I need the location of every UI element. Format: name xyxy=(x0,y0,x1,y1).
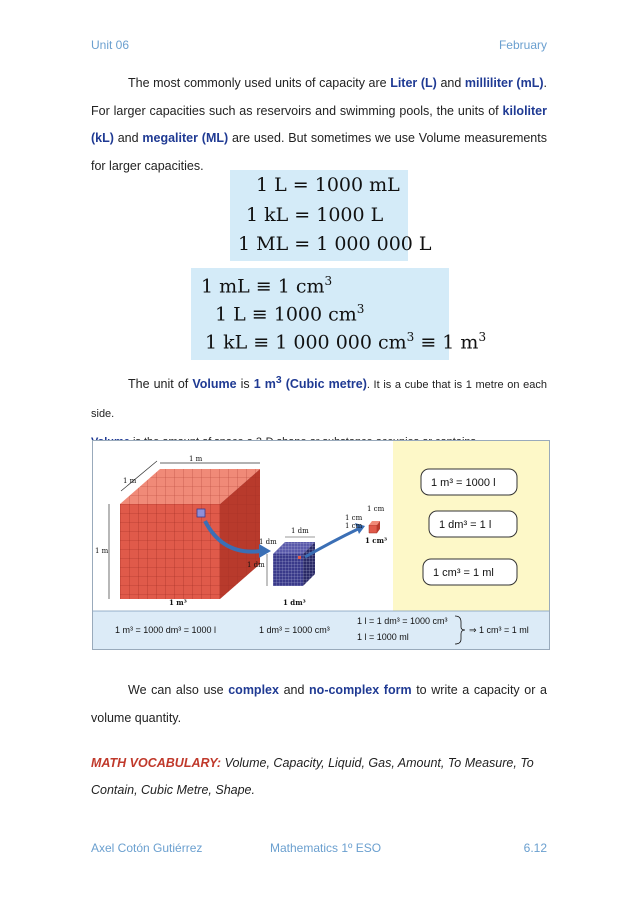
vocabulary-list: Volume, Capacity, Liquid, Gas, Amount, To Measure, To Contain, Cubic Metre, Shape. xyxy=(91,756,534,797)
forms-paragraph: We can also use complex and no-complex form to write a capacity or a volume quantity. xyxy=(91,683,547,725)
label-dm-top: 1 dm xyxy=(291,527,309,535)
bottom-eq-1: 1 m³ = 1000 dm³ = 1000 l xyxy=(115,625,217,635)
intro-paragraph: The most commonly used units of capacity are Liter (L) and milliliter (mL). For larger capacities such as reservoirs and swimming pools, the units of kiloliter (kL) and megaliter (ML) are used. But sometimes we use Volume measurements for larger capacities. xyxy=(91,76,547,173)
caption-m3: 1 m³ xyxy=(169,598,187,607)
bottom-eq-3a: 1 l = 1 dm³ = 1000 cm³ xyxy=(357,616,448,626)
term-no-complex: no-complex form xyxy=(309,683,412,697)
term-megaliter: megaliter (ML) xyxy=(142,131,229,145)
bottom-eq-3b: 1 l = 1000 ml xyxy=(357,632,409,642)
equivalence-line-2: 1 L ≡ 1000 $cm^3$ xyxy=(215,302,365,326)
header-unit: Unit 06 xyxy=(91,38,130,52)
label-m-top: 1 m xyxy=(189,455,203,463)
term-kiloliter: kiloliter (kL) xyxy=(91,103,547,145)
footer-author: Axel Cotón Gutiérrez xyxy=(91,841,203,855)
volume-unit-paragraph: The unit of Volume is 1 $m^3$ (Cubic metre). It is a cube that is 1 metre on each side. xyxy=(91,375,547,420)
eq-box-cm3: 1 cm³ = 1 ml xyxy=(433,567,494,579)
header-month: February xyxy=(498,38,547,52)
eq-box-m3: 1 m³ = 1000 l xyxy=(431,477,496,489)
label-cm-top: 1 cm xyxy=(367,505,385,513)
term-liter: Liter (L) xyxy=(390,76,437,90)
eq-box-dm3: 1 dm³ = 1 l xyxy=(439,519,492,531)
cubic-decimetre-cube xyxy=(273,542,315,586)
cubic-metre-cube xyxy=(120,469,260,599)
footer-page-number: 6.12 xyxy=(523,841,547,855)
equivalence-line-1: 1 mL ≡ 1 $cm^3$ xyxy=(201,274,333,298)
caption-cm3: 1 cm³ xyxy=(365,536,388,545)
label-dm-side: 1 dm xyxy=(259,538,277,546)
label-m-side: 1 m xyxy=(123,477,137,485)
conversion-line-1: 1 L = 1000 mL xyxy=(256,174,400,196)
cubic-centimetre-cube xyxy=(369,521,380,533)
vocabulary-label: MATH VOCABULARY: xyxy=(91,756,222,770)
label-cm-side-2: 1 cm xyxy=(345,522,363,530)
cubic-units-figure xyxy=(92,440,550,650)
math-vocabulary xyxy=(91,750,547,804)
cube-diagram xyxy=(93,441,549,649)
conversion-line-2: 1 kL = 1000 L xyxy=(246,204,384,226)
term-milliliter: milliliter (mL) xyxy=(464,76,544,90)
label-m-left: 1 m xyxy=(95,547,109,555)
volume-equivalence-box xyxy=(191,268,487,360)
equivalence-line-3: 1 kL ≡ 1 000 000 $cm^3 \equiv 1$ $m^3$ xyxy=(205,330,487,354)
bottom-eq-2: 1 dm³ = 1000 cm³ xyxy=(259,625,330,635)
footer-subject: Mathematics 1º ESO xyxy=(270,841,382,855)
caption-dm3: 1 dm³ xyxy=(283,598,306,607)
liter-conversion-box xyxy=(230,170,432,261)
conversion-line-3: 1 ML = 1 000 000 L xyxy=(238,233,432,255)
label-dm-left: 1 dm xyxy=(247,561,265,569)
label-cm-side-1: 1 cm xyxy=(345,514,363,522)
bottom-eq-4: ⇒ 1 cm³ = 1 ml xyxy=(469,625,529,635)
term-complex: complex xyxy=(228,683,279,697)
